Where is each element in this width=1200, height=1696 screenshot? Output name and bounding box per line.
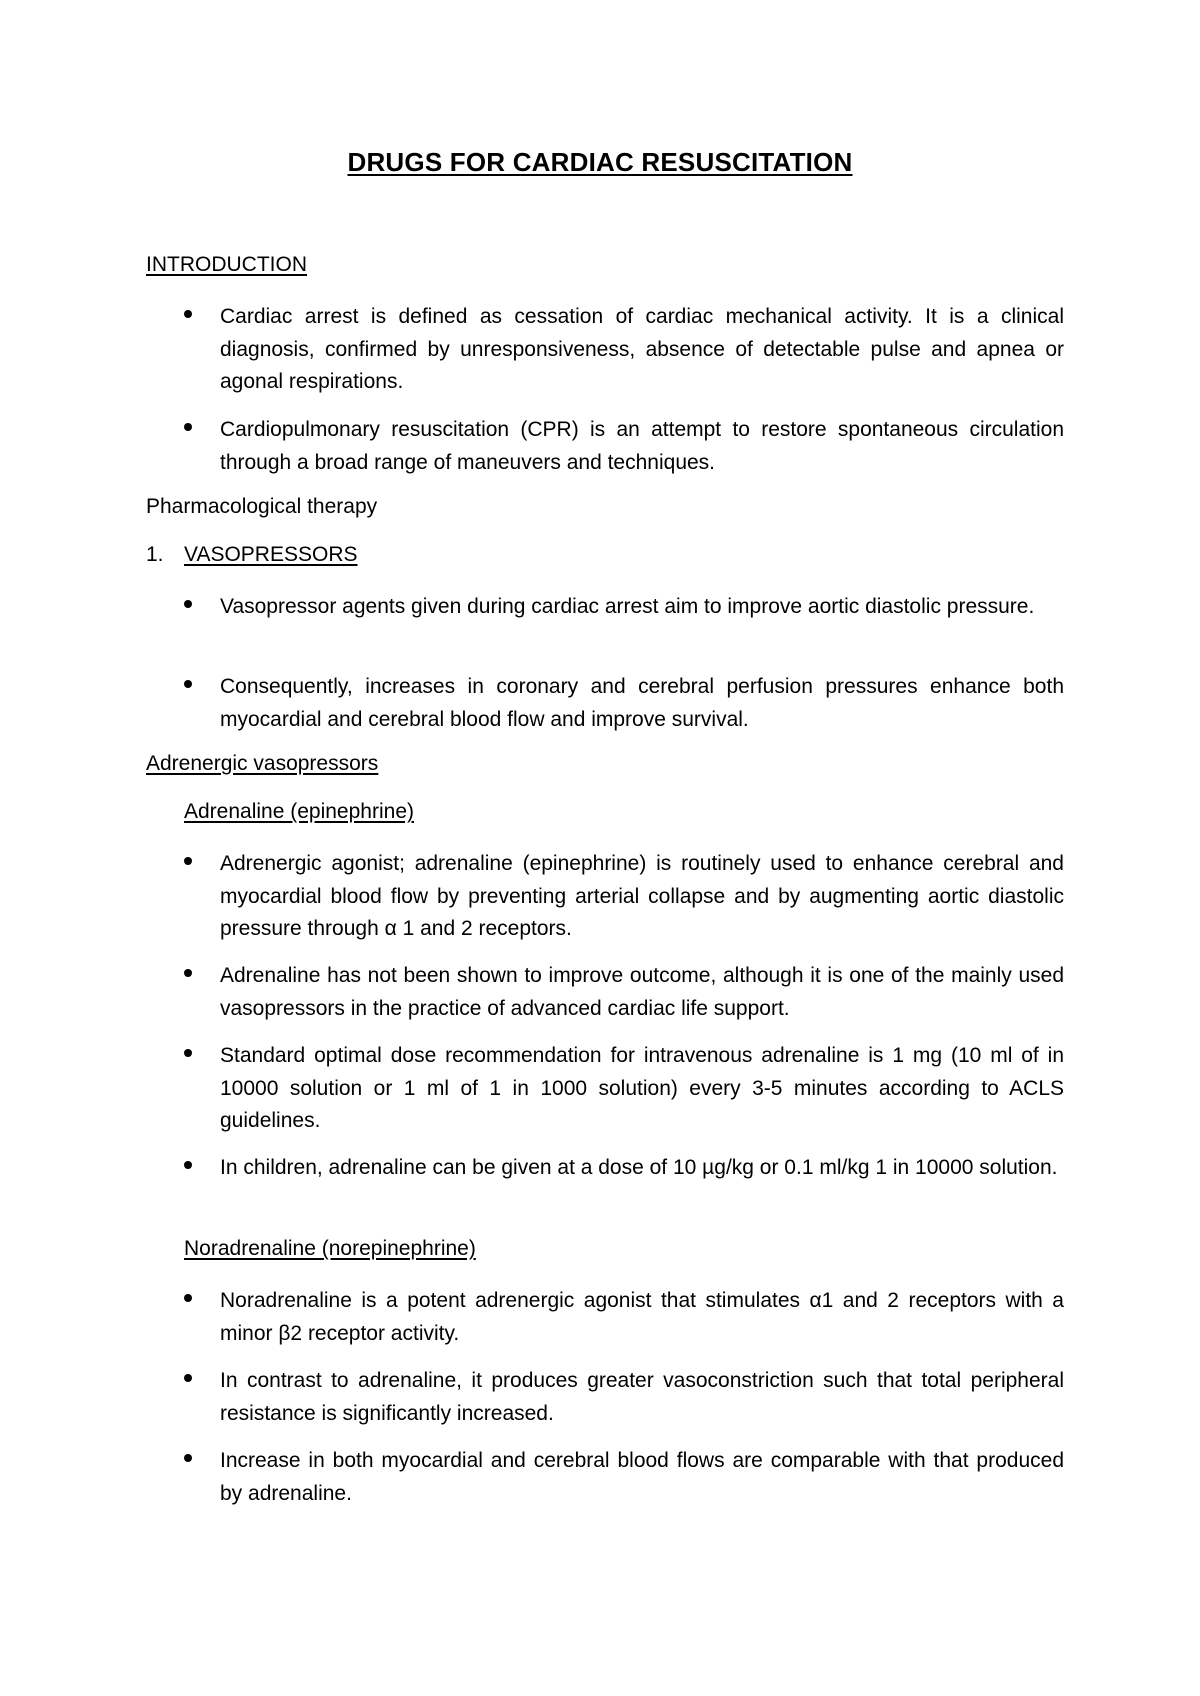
list-item-text: Increase in both myocardial and cerebral blood flows are comparable with that produced by adrenaline. (220, 1449, 1064, 1505)
bullet-icon (184, 1294, 192, 1302)
list-item-text: Standard optimal dose recommendation for intravenous adrenaline is 1 mg (10 ml of in 10000 solution or 1 ml of 1 in 1000 solution) every 3-5 minutes according to ACLS guidelines. (220, 1044, 1064, 1132)
bullet-icon (184, 857, 192, 865)
list-item-text: In children, adrenaline can be given at a dose of 10 µg/kg or 0.1 ml/kg 1 in 10000 solution. (220, 1156, 1058, 1179)
list-item-text: Adrenergic agonist; adrenaline (epinephrine) is routinely used to enhance cerebral and myocardial blood flow by preventing arterial collapse and by augmenting aortic diastolic pressure through α 1 and 2 receptors. (220, 852, 1064, 940)
bullet-icon (184, 1454, 192, 1462)
list-item-text: Consequently, increases in coronary and cerebral perfusion pressures enhance both myocardial and cerebral blood flow and improve survival. (220, 675, 1064, 731)
list-item-text: Noradrenaline is a potent adrenergic agonist that stimulates α1 and 2 receptors with a minor β2 receptor activity. (220, 1289, 1064, 1345)
bullet-icon (184, 600, 192, 608)
bullet-icon (184, 423, 192, 431)
bullet-icon (184, 1374, 192, 1382)
list-item-text: In contrast to adrenaline, it produces greater vasoconstriction such that total peripheral resistance is significantly increased. (220, 1369, 1064, 1425)
section-heading-pharmacological-therapy: Pharmacological therapy (146, 495, 378, 518)
bullet-icon (184, 969, 192, 977)
section-heading-introduction: INTRODUCTION (146, 253, 307, 276)
bullet-icon (184, 680, 192, 688)
list-item-text: Adrenaline has not been shown to improve outcome, although it is one of the mainly used vasopressors in the practice of advanced cardiac life support. (220, 964, 1064, 1020)
bullet-icon (184, 1049, 192, 1057)
list-item-text: Cardiac arrest is defined as cessation of cardiac mechanical activity. It is a clinical diagnosis, confirmed by unresponsiveness, absence of detectable pulse and apnea or agonal respirations. (220, 305, 1064, 393)
bullet-icon (184, 310, 192, 318)
list-item-text: Vasopressor agents given during cardiac arrest aim to improve aortic diastolic pressure. (220, 595, 1035, 618)
section-heading-text: VASOPRESSORS (184, 543, 358, 566)
drug-heading-noradrenaline: Noradrenaline (norepinephrine) (184, 1237, 476, 1260)
bullet-icon (184, 1161, 192, 1169)
section-number: 1. (146, 543, 164, 566)
list-item-text: Cardiopulmonary resuscitation (CPR) is an attempt to restore spontaneous circulation through a broad range of maneuvers and techniques. (220, 418, 1064, 474)
drug-heading-adrenaline: Adrenaline (epinephrine) (184, 800, 414, 823)
section-heading-vasopressors (146, 542, 358, 568)
page-title: DRUGS FOR CARDIAC RESUSCITATION (347, 147, 853, 177)
subsection-heading-adrenergic-vasopressors: Adrenergic vasopressors (146, 752, 379, 775)
